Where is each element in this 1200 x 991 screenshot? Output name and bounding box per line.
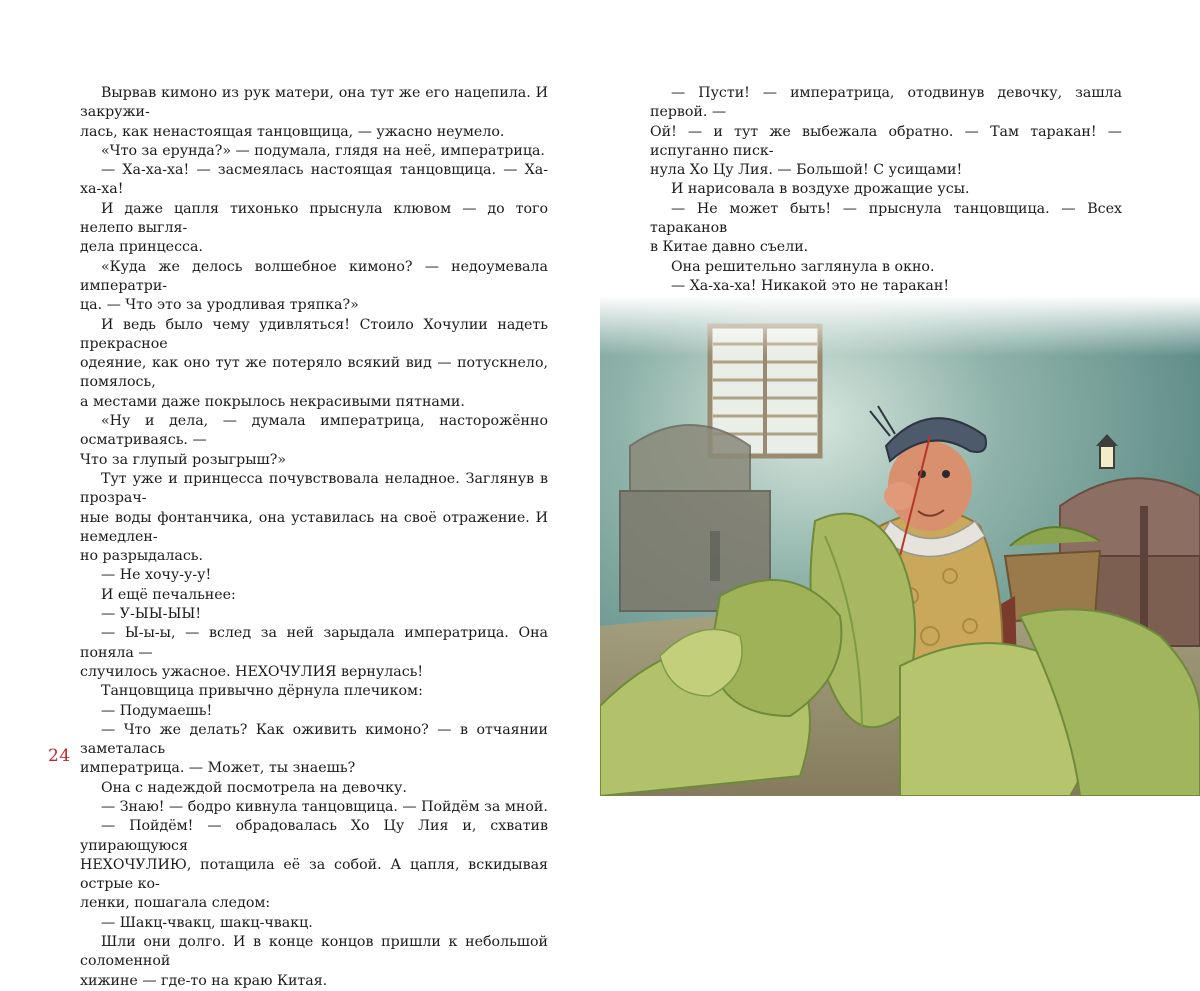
text-line: Шли они долго. И в конце концов пришли к небольшой соломенной	[80, 934, 548, 970]
text-line: — Знаю! — бодро кивнула танцовщица. — Пойдём за мной.	[101, 798, 548, 815]
text-line: Тут уже и принцесса почувствовала неладное. Заглянув в прозрач-	[80, 470, 548, 507]
text-line: — Пусти! — императрица, отодвинув девочку, зашла первой. —	[650, 85, 1122, 121]
text-line: случилось ужасное. НЕХОЧУЛИЯ вернулась!	[80, 663, 424, 680]
text-line: Вырвав кимоно из рук матери, она тут же его нацепила. И закружи-	[80, 85, 548, 121]
illustration-silkworm-room	[600, 296, 1200, 796]
text-line: дела принцесса.	[80, 239, 203, 256]
text-line: хижине — где-то на краю Китая.	[80, 972, 328, 989]
text-line: лась, как ненастоящая танцовщица, — ужасно неумело.	[80, 123, 505, 140]
text-line: императрица. — Может, ты знаешь?	[80, 760, 356, 777]
text-line: — Не хочу-у-у!	[101, 567, 212, 584]
text-line: Танцовщица привычно дёрнула плечиком:	[101, 683, 423, 700]
text-line: НЕХОЧУЛИЮ, потащила её за собой. А цапля, вскидывая острые ко-	[80, 856, 548, 893]
text-line: — Шакц-чвакц, шакц-чвакц.	[101, 914, 313, 931]
text-line: — Что же делать? Как оживить кимоно? — в отчаянии заметалась	[80, 721, 548, 758]
text-line: ленки, пошагала следом:	[80, 895, 271, 912]
text-line: ца. — Что это за уродливая тряпка?»	[80, 297, 359, 314]
text-line: — Ы-ы-ы, — вслед за ней зарыдала императрица. Она поняла —	[80, 625, 548, 661]
text-line: «Куда же делось волшебное кимоно? — недоумевала императри-	[80, 258, 548, 294]
left-page	[0, 0, 600, 989]
text-line: а местами даже покрылось некрасивыми пятнами.	[80, 393, 465, 410]
text-line: Она решительно заглянула в окно.	[671, 258, 935, 275]
text-line: — У-ЫЫ-ЫЫ!	[101, 606, 202, 623]
text-line: Ой! — и тут же выбежала обратно. — Там таракан! — испуганно писк-	[650, 123, 1122, 159]
text-line: Что за глупый розыгрыш?»	[80, 451, 287, 468]
text-line: — Ха-ха-ха! — засмеялась настоящая танцовщица. — Ха-ха-ха!	[80, 162, 548, 198]
text-line: — Не может быть! — прыснула танцовщица. — Всех тараканов	[650, 200, 1122, 237]
text-line: И ещё печальнее:	[101, 586, 236, 603]
text-line: Она с надеждой посмотрела на девочку.	[101, 779, 407, 796]
page-number: 24	[48, 746, 71, 766]
text-line: нула Хо Цу Лия. — Большой! С усищами!	[650, 162, 963, 179]
text-line: — Пойдём! — обрадовалась Хо Цу Лия и, схватив упирающуюся	[80, 818, 548, 854]
text-line: но разрыдалась.	[80, 548, 204, 565]
right-page	[600, 0, 1200, 822]
text-line: ные воды фонтанчика, она уставилась на своё отражение. И немедлен-	[80, 509, 548, 545]
text-line: «Что за ерунда?» — подумала, глядя на неё, императрица.	[101, 142, 545, 159]
left-text-column	[80, 84, 548, 991]
text-line: в Китае давно съели.	[650, 239, 809, 256]
text-line: — Ха-ха-ха! Никакой это не таракан!	[671, 277, 950, 294]
text-line: «Ну и дела, — думала императрица, насторожённо осматриваясь. —	[80, 413, 548, 449]
text-line: И даже цапля тихонько прыснула клювом — до того нелепо выгля-	[80, 200, 548, 237]
text-line: — Подумаешь!	[101, 702, 213, 719]
text-line: И ведь было чему удивляться! Стоило Хочулии надеть прекрасное	[80, 316, 548, 352]
text-line: И нарисовала в воздухе дрожащие усы.	[671, 181, 970, 198]
text-line: одеяние, как оно тут же потеряло всякий вид — потускнело, помялось,	[80, 355, 548, 391]
